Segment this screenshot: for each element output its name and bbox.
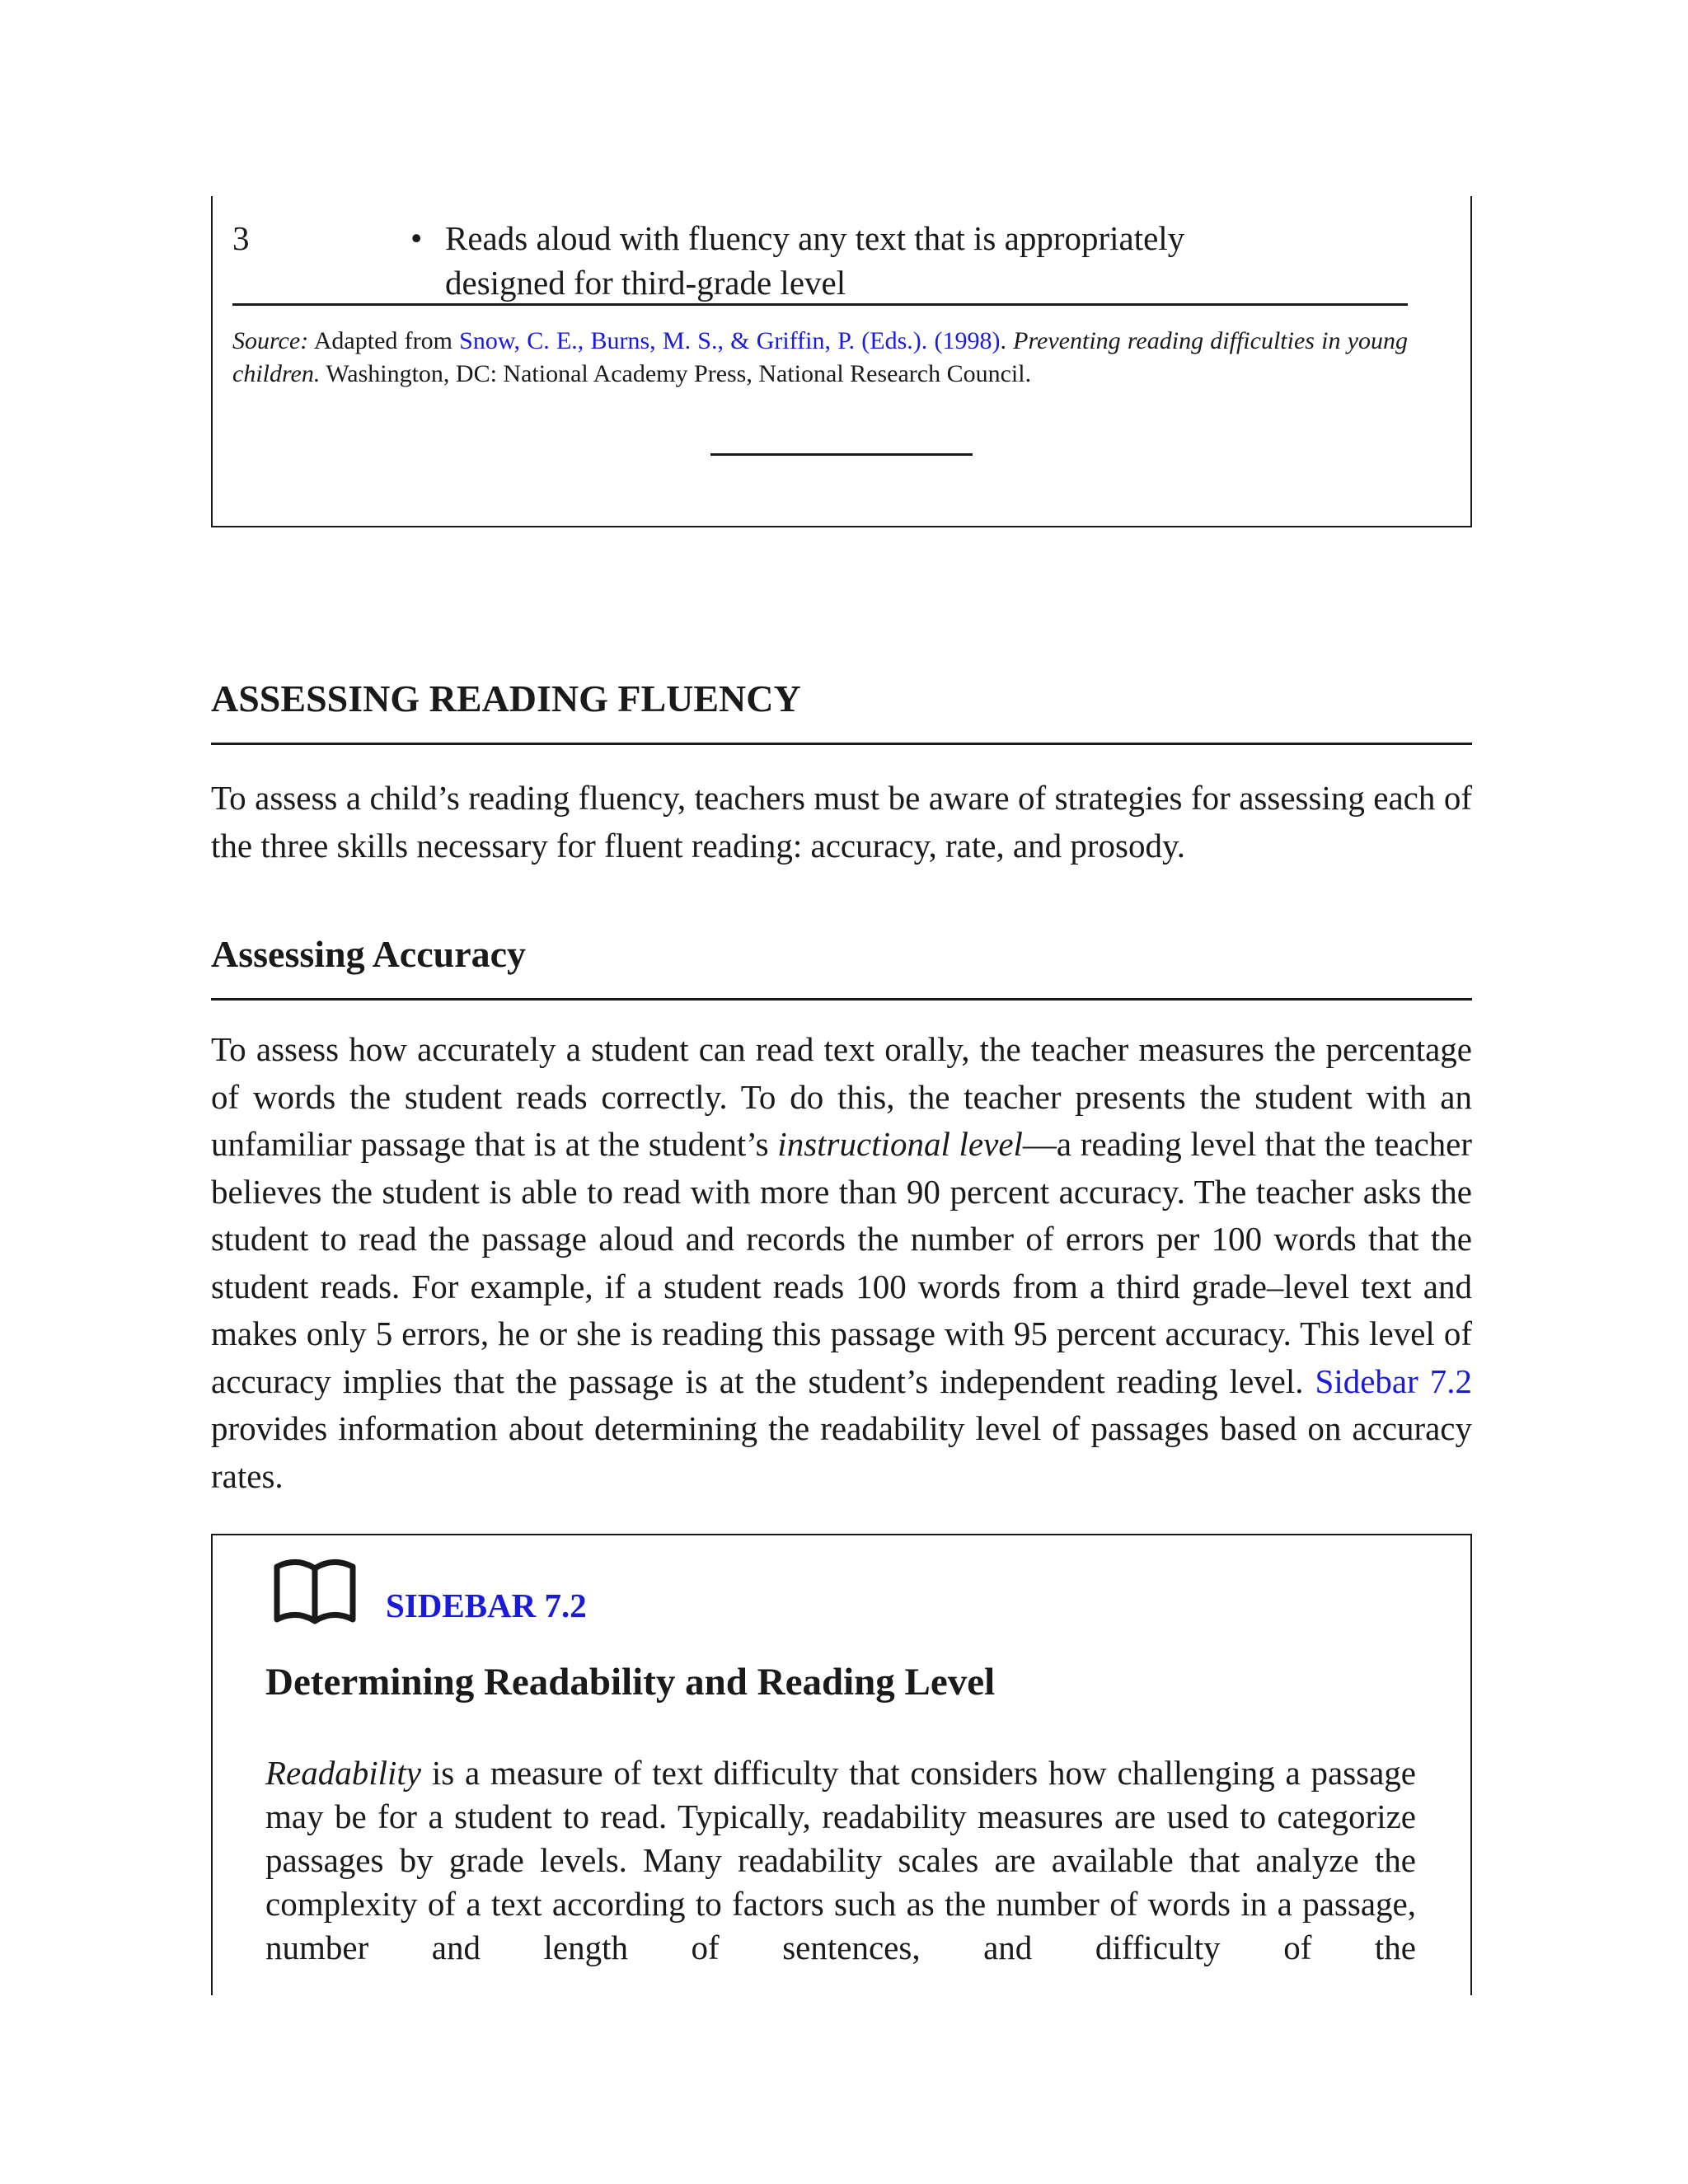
- accuracy-text-part3: provides information about determining the readability level of passages based on accuracy rates.: [211, 1409, 1472, 1495]
- accuracy-text-part2: —a reading level that the teacher believes the student is able to read with more than 90 percent accuracy. The teacher asks the student to read the passage aloud and records the number of errors per 100 words that the student reads. For example, if a student reads 100 words from a third grade–level text and makes only 5 errors, he or she is reading this passage with 95 percent accuracy. This level of accuracy implies that the passage is at the student’s independent reading level.: [211, 1125, 1473, 1400]
- table-bottom-rule: [232, 303, 1408, 306]
- skill-bullet-text: Reads aloud with fluency any text that is appropriately designed for third-grade level: [445, 219, 1185, 302]
- sidebar-text: is a measure of text difficulty that considers how challenging a passage may be for a student to read. Typically, readability measures are used to categorize passages by grade levels. Many readability scales are available that analyze the complexity of a text according to factors such as the number of words in a passage, number and length of sentences, and difficulty of the: [265, 1754, 1416, 1966]
- source-book-title: Preventing reading difficulties in young children.: [232, 327, 1409, 387]
- sidebar-box: [211, 1534, 1472, 1995]
- end-of-box-rule: [710, 453, 973, 456]
- sidebar-7-2-link[interactable]: Sidebar 7.2: [1315, 1361, 1473, 1400]
- source-publisher: Washington, DC: National Academy Press, National Research Council.: [326, 360, 1032, 387]
- section-heading: ASSESSING READING FLUENCY: [211, 674, 1472, 745]
- grade-cell: 3: [232, 219, 250, 257]
- source-pre-text: Adapted from: [313, 327, 452, 354]
- sidebar-title: Determining Readability and Reading Level: [265, 1661, 996, 1704]
- skill-bullet-item: [402, 216, 1309, 305]
- intro-paragraph: To assess a child’s reading fluency, teachers must be aware of strategies for assessing each of the three skills necessary for fluent reading: accuracy, rate, and prosody.: [211, 779, 1472, 865]
- source-citation-link[interactable]: Snow, C. E., Burns, M. S., & Griffin, P. (Eds.). (1998): [459, 327, 1001, 354]
- table-continuation-box: [211, 196, 1472, 527]
- bullet-icon: •: [410, 219, 423, 257]
- accuracy-paragraph: [211, 1026, 1472, 1500]
- source-label: Source:: [232, 327, 309, 354]
- sidebar-paragraph: [265, 1751, 1416, 1970]
- source-note: [232, 325, 1408, 391]
- accuracy-text-part1: To assess how accurately a student can read text orally, the teacher measures the percentage of words the student reads correctly. To do this, the teacher presents the student with an unfamiliar passage that is at the student’s: [211, 1030, 1472, 1163]
- subsection-heading: Assessing Accuracy: [211, 930, 1472, 1001]
- open-book-icon: [272, 1558, 358, 1628]
- source-period: .: [1000, 327, 1006, 354]
- readability-term: Readability: [265, 1754, 422, 1792]
- sidebar-label: SIDEBAR 7.2: [386, 1586, 587, 1624]
- instructional-level-term: instructional level: [777, 1125, 1023, 1163]
